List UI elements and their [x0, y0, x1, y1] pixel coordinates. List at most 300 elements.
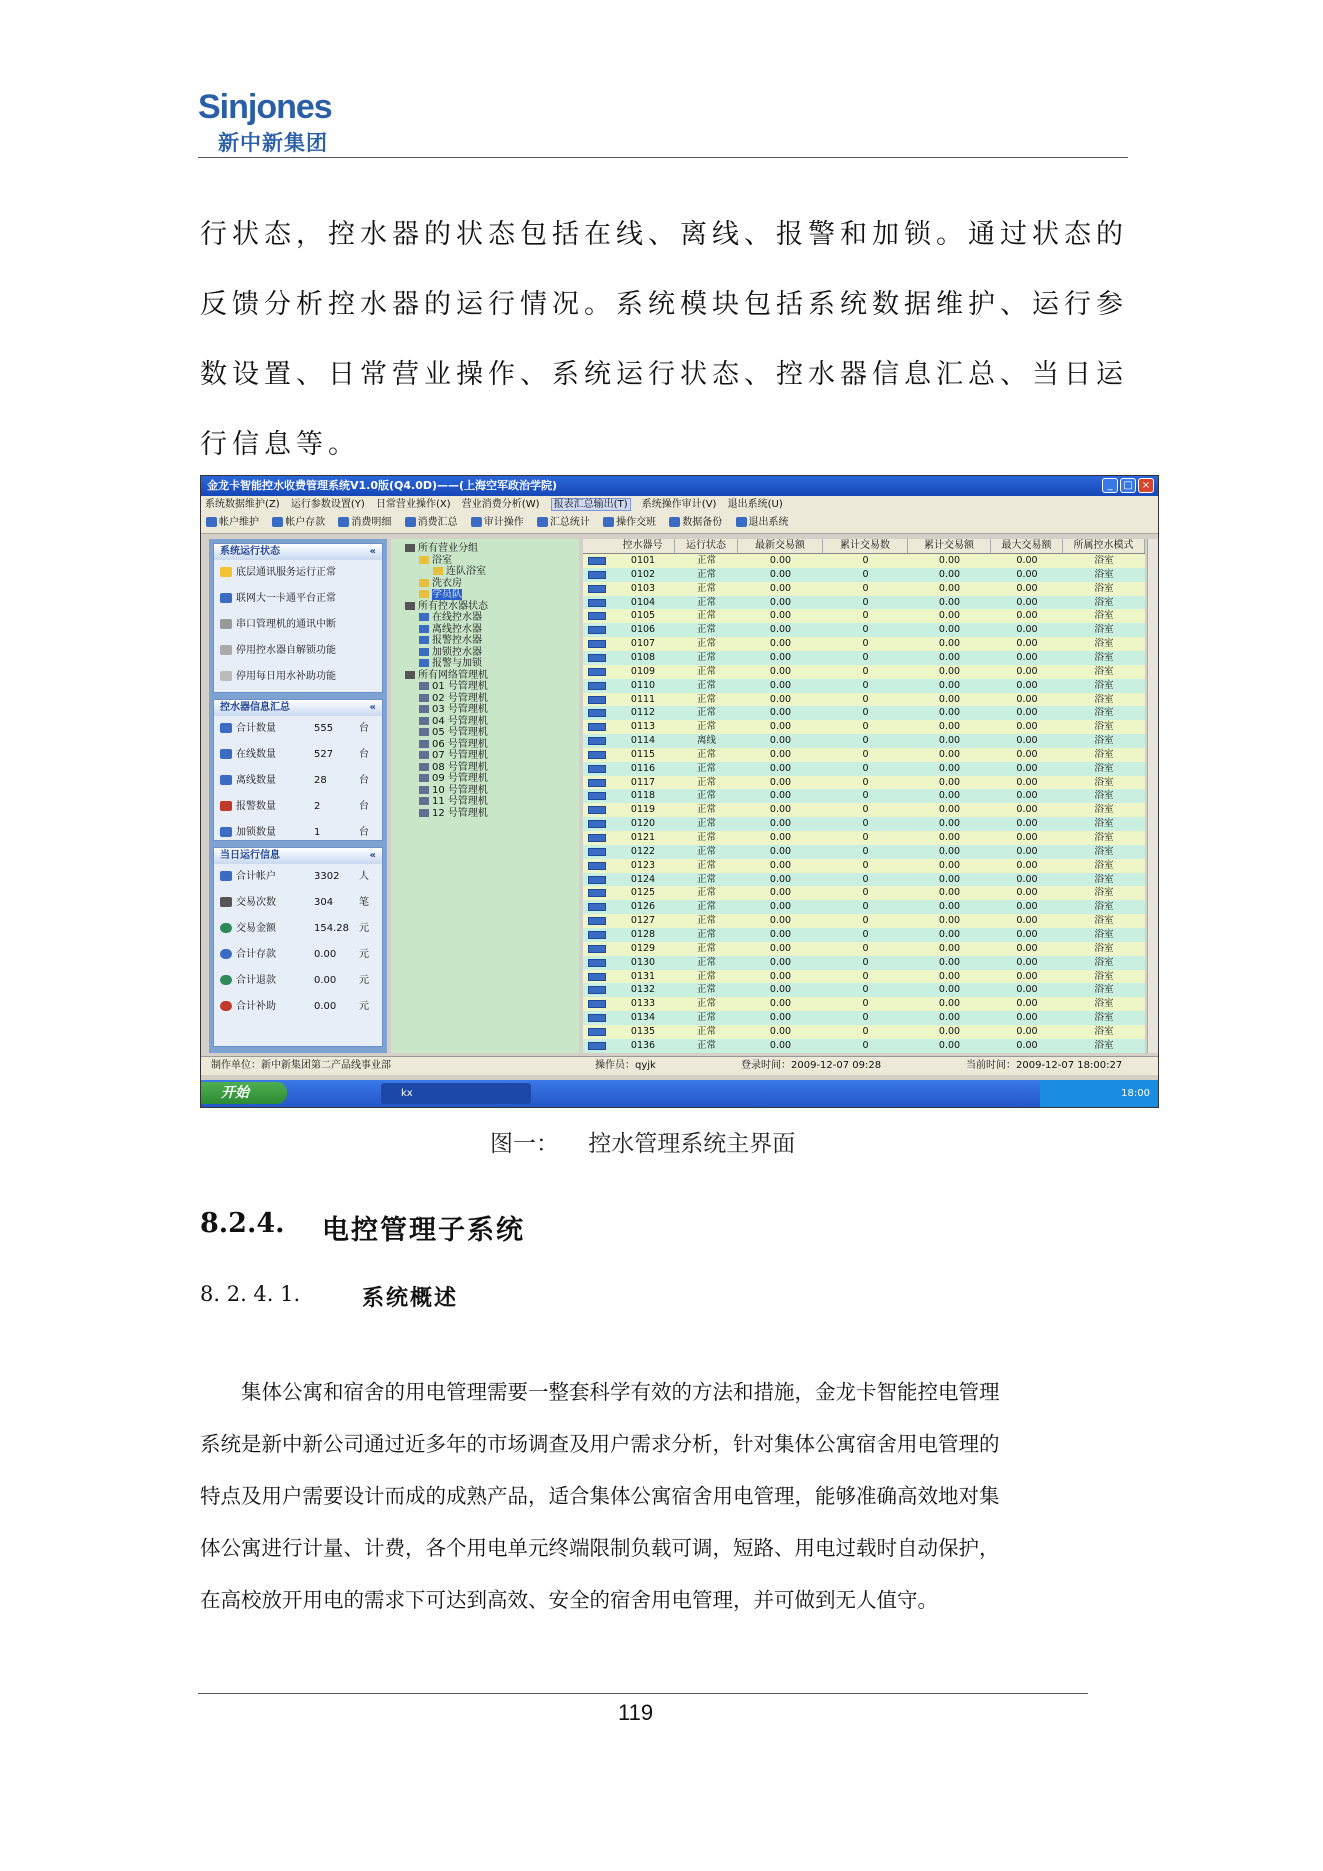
grid-cell: 浴室 [1094, 804, 1114, 816]
folder-icon [419, 556, 429, 564]
grid-cell: 0 [862, 1039, 869, 1051]
grid-cell: 0.00 [1016, 942, 1038, 954]
grid-cell: 0 [862, 748, 869, 760]
grid-cell: 浴室 [1094, 942, 1114, 954]
meter-icon [588, 585, 606, 593]
table-row[interactable] [583, 693, 1145, 707]
toolbar-button[interactable]: 消费汇总 [405, 517, 458, 528]
minimize-button[interactable]: _ [1102, 478, 1118, 493]
table-row[interactable] [583, 596, 1145, 610]
grid-cell: 0.00 [769, 721, 792, 733]
grid-cell: 0104 [630, 596, 656, 608]
menu-item[interactable]: 退出系统(U) [727, 499, 783, 510]
tree-node[interactable]: 洗衣房 [419, 578, 462, 590]
network-icon [220, 593, 232, 603]
grid-cell: 浴室 [1094, 873, 1114, 885]
meter-icon [588, 848, 606, 856]
grid-cell: 0.00 [1016, 665, 1038, 677]
subsidy-icon [220, 671, 232, 681]
computer-icon [419, 682, 429, 690]
table-row[interactable] [583, 817, 1145, 831]
folder-icon [419, 625, 429, 633]
grid-cell: 0.00 [769, 915, 792, 927]
grid-cell: 0.00 [1016, 610, 1038, 622]
grid-cell: 浴室 [1094, 638, 1114, 650]
tree-node[interactable]: 05 号管理机 [419, 727, 488, 739]
table-row[interactable] [583, 776, 1145, 790]
grid-cell: 0.00 [938, 596, 961, 608]
tree-node[interactable]: 09 号管理机 [419, 773, 488, 785]
folder-icon [419, 648, 429, 656]
meter-summary-header[interactable] [214, 700, 382, 716]
grid-cell: 0 [862, 859, 869, 871]
menu-item[interactable]: 日常营业操作(X) [375, 499, 451, 510]
grid-cell: 0.00 [938, 748, 961, 760]
table-row[interactable] [583, 1011, 1145, 1025]
grid-cell: 浴室 [1094, 790, 1114, 802]
meter-icon [588, 723, 606, 731]
grid-cell: 0.00 [1016, 1025, 1038, 1037]
grid-column-header[interactable]: 运行状态 [675, 539, 738, 553]
grid-cell: 0.00 [1016, 762, 1038, 774]
grid-cell: 0 [862, 665, 869, 677]
computer-icon [419, 740, 429, 748]
summary-row: 报警数量 2 台 [214, 794, 382, 820]
menu-item[interactable]: 系统操作审计(V) [641, 499, 717, 510]
grid-cell: 0 [862, 804, 869, 816]
table-row[interactable] [583, 803, 1145, 817]
tree-node[interactable]: 所有营业分组 [405, 543, 478, 555]
summary-row: 合计数量 555 台 [214, 716, 382, 742]
grid-cell: 0 [862, 624, 869, 636]
meter-icon [588, 792, 606, 800]
table-row[interactable] [583, 845, 1145, 859]
grid-cell: 0114 [630, 735, 656, 747]
folder-icon [433, 567, 443, 575]
section-heading [200, 1208, 525, 1246]
tree-node[interactable]: 连队浴室 [433, 566, 486, 578]
grid-cell: 0.00 [938, 762, 961, 774]
tree-node[interactable]: 加锁控水器 [419, 647, 482, 659]
grid-cell: 0.00 [769, 568, 792, 580]
tree-node[interactable]: 离线控水器 [419, 624, 482, 636]
grid-cell: 0.00 [769, 887, 792, 899]
grid-cell: 0 [862, 887, 869, 899]
toolbar-button[interactable]: 审计操作 [471, 517, 524, 528]
figure-caption: 图一： 控水管理系统主界面 [490, 1131, 796, 1157]
menu-bar [201, 496, 1158, 513]
table-row[interactable] [583, 665, 1145, 679]
grid-cell: 浴室 [1094, 610, 1114, 622]
grid-cell: 0.00 [938, 901, 961, 913]
status-item: 停用控水器自解锁功能 [214, 638, 382, 664]
grid-cell: 浴室 [1094, 665, 1114, 677]
computer-icon [419, 751, 429, 759]
grid-cell: 0.00 [1016, 1039, 1038, 1051]
meter-icon [220, 723, 232, 733]
table-row[interactable] [583, 983, 1145, 997]
grid-cell: 0.00 [769, 1039, 792, 1051]
menu-item[interactable]: 运行参数设置(Y) [290, 499, 365, 510]
meter-icon [588, 599, 606, 607]
grid-cell: 0 [862, 762, 869, 774]
grid-cell: 0.00 [1016, 1012, 1038, 1024]
table-row[interactable] [583, 554, 1145, 568]
details-icon [338, 517, 349, 527]
grid-cell: 0 [862, 942, 869, 954]
collapse-icon[interactable]: « [369, 702, 376, 713]
folder-icon [419, 613, 429, 621]
folder-icon [419, 659, 429, 667]
header-rule [198, 157, 1128, 158]
toolbar-button[interactable]: 帐户存款 [272, 517, 325, 528]
tree-node[interactable]: 01 号管理机 [419, 681, 488, 693]
grid-cell: 浴室 [1094, 845, 1114, 857]
maker-label: 制作单位：新中新集团第二产品线事业部 [211, 1060, 391, 1071]
grid-column-header[interactable]: 控水器号 [611, 539, 675, 553]
grid-cell: 0.00 [938, 818, 961, 830]
tree-node[interactable]: 03 号管理机 [419, 704, 488, 716]
table-row[interactable] [583, 679, 1145, 693]
table-row[interactable] [583, 859, 1145, 873]
table-row[interactable] [583, 928, 1145, 942]
toolbar-button[interactable]: 退出系统 [736, 517, 789, 528]
meter-icon [588, 626, 606, 634]
grid-cell: 0 [862, 1025, 869, 1037]
grid-cell: 正常 [696, 679, 716, 691]
lock-icon [220, 827, 232, 837]
computer-icon [419, 797, 429, 805]
grid-column-header[interactable]: 最新交易额 [738, 539, 823, 553]
table-row[interactable] [583, 734, 1145, 748]
table-row[interactable] [583, 914, 1145, 928]
grid-cell: 浴室 [1094, 970, 1114, 982]
grid-cell: 正常 [696, 873, 716, 885]
grid-column-header[interactable]: 所属控水模式 [1063, 539, 1145, 553]
daily-info-header[interactable] [214, 848, 382, 864]
grid-cell: 0127 [630, 915, 656, 927]
grid-cell: 0 [862, 901, 869, 913]
subsidy-icon [220, 1001, 232, 1011]
tree-node[interactable]: 学员队 [419, 589, 462, 601]
table-row[interactable] [583, 720, 1145, 734]
grid-cell: 浴室 [1094, 928, 1114, 940]
tree-node[interactable]: 07 号管理机 [419, 750, 488, 762]
grid-cell: 0.00 [938, 568, 961, 580]
grid-cell: 正常 [696, 832, 716, 843]
table-row[interactable] [583, 582, 1145, 596]
grid-cell: 0115 [630, 748, 656, 760]
grid-cell: 0.00 [769, 596, 792, 608]
meter-icon [588, 751, 606, 759]
deposit-icon [220, 949, 232, 959]
table-row[interactable] [583, 942, 1145, 956]
grid-cell: 0.00 [1016, 970, 1038, 982]
grid-cell: 正常 [696, 1025, 716, 1037]
grid-cell: 浴室 [1094, 735, 1114, 747]
folder-icon [419, 590, 429, 598]
grid-cell: 0.00 [938, 651, 961, 663]
meter-icon [588, 668, 606, 676]
computer-icon [419, 694, 429, 702]
table-row[interactable] [583, 706, 1145, 720]
grid-cell: 0 [862, 638, 869, 650]
table-row[interactable] [583, 762, 1145, 776]
tree-node[interactable]: 所有网络管理机 [405, 670, 488, 682]
tree-node[interactable]: 12 号管理机 [419, 808, 488, 820]
meter-icon [588, 737, 606, 745]
table-row[interactable] [583, 873, 1145, 887]
grid-cell: 正常 [696, 568, 716, 580]
grid-scrollbar[interactable] [1147, 539, 1159, 1053]
grid-cell: 正常 [696, 859, 716, 871]
grid-cell: 0 [862, 790, 869, 802]
grid-cell: 0.00 [769, 693, 792, 705]
grid-column-header[interactable]: 累计交易数 [823, 539, 908, 553]
tree-node[interactable]: 04 号管理机 [419, 716, 488, 728]
meter-icon [588, 654, 606, 662]
computer-icon [419, 728, 429, 736]
grid-cell: 0118 [630, 790, 656, 802]
grid-cell: 正常 [696, 1039, 716, 1051]
grid-cell: 0106 [630, 624, 656, 636]
tree-node[interactable]: 浴室 [419, 555, 452, 567]
grid-cell: 0.00 [1016, 804, 1038, 816]
grid-cell: 0116 [630, 762, 656, 774]
grid-cell: 离线 [696, 735, 716, 747]
grid-column-header[interactable]: 累计交易额 [908, 539, 991, 553]
grid-cell: 0.00 [1016, 887, 1038, 899]
grid-column-header[interactable]: 最大交易额 [991, 539, 1063, 553]
table-row[interactable] [583, 748, 1145, 762]
table-row[interactable] [583, 831, 1145, 845]
grid-cell: 0.00 [1016, 693, 1038, 705]
grid-cell: 0.00 [769, 859, 792, 871]
table-row[interactable] [583, 1039, 1145, 1053]
statistics-icon [537, 517, 548, 527]
table-row[interactable] [583, 609, 1145, 623]
grid-cell: 0.00 [1016, 651, 1038, 663]
meter-icon [588, 1028, 606, 1036]
meter-icon [588, 945, 606, 953]
grid-cell: 0.00 [938, 679, 961, 691]
toolbar-button[interactable]: 汇总统计 [537, 517, 590, 528]
grid-cell: 0.00 [938, 915, 961, 927]
summary-row: 离线数量 28 台 [214, 768, 382, 794]
meter-icon [588, 682, 606, 690]
meter-grid [583, 539, 1145, 1053]
status-item: 停用每日用水补助功能 [214, 664, 382, 690]
body-line: 体公寓进行计量、计费，各个用电单元终端限制负载可调，短路、用电过载时自动保护， [200, 1536, 1000, 1560]
grid-cell: 浴室 [1094, 998, 1114, 1010]
table-row[interactable] [583, 900, 1145, 914]
grid-cell: 0.00 [769, 610, 792, 622]
computer-icon [419, 717, 429, 725]
menu-item[interactable]: 营业消费分析(W) [461, 499, 540, 510]
tree-node[interactable]: 06 号管理机 [419, 739, 488, 751]
shift-icon [603, 517, 614, 527]
grid-cell: 0.00 [1016, 790, 1038, 802]
grid-cell: 正常 [696, 901, 716, 913]
grid-cell: 0120 [630, 818, 656, 830]
meter-icon [588, 959, 606, 967]
page-number: 119 [618, 1700, 654, 1725]
menu-item[interactable]: 系统数据维护(Z) [205, 499, 280, 510]
grid-cell: 0109 [630, 665, 656, 677]
toolbar-button[interactable]: 帐户维护 [206, 517, 259, 528]
grid-cell: 0.00 [1016, 707, 1038, 719]
tree-node[interactable]: 08 号管理机 [419, 762, 488, 774]
tree-node[interactable]: 报警与加锁 [419, 658, 482, 670]
table-row[interactable] [583, 637, 1145, 651]
meter-summary-panel [213, 699, 383, 841]
body-line: 特点及用户需要设计而成的成熟产品，适合集体公寓宿舍用电管理，能够准确高效地对集 [200, 1484, 1000, 1508]
meter-icon [588, 862, 606, 870]
grid-cell: 0.00 [1016, 928, 1038, 940]
tree-node[interactable]: 02 号管理机 [419, 693, 488, 705]
summary-row: 加锁数量 1 台 [214, 820, 382, 846]
table-row[interactable] [583, 651, 1145, 665]
footer-rule [198, 1693, 1088, 1694]
app-screenshot [200, 475, 1159, 1108]
meter-icon [588, 779, 606, 787]
collapse-icon[interactable]: « [369, 546, 376, 557]
panel-title: 控水器信息汇总 [220, 702, 290, 713]
subsection-number: 8. 2. 4. 1. [200, 1282, 301, 1306]
grid-cell: 0.00 [1016, 735, 1038, 747]
grid-cell: 0107 [630, 638, 656, 650]
grid-cell: 正常 [696, 845, 716, 857]
toolbar-button[interactable]: 操作交班 [603, 517, 656, 528]
meter-icon [588, 834, 606, 842]
start-button[interactable]: 开始 [201, 1082, 287, 1104]
grid-cell: 0.00 [938, 1012, 961, 1024]
toolbar [201, 513, 1158, 534]
grid-cell: 0.00 [1016, 984, 1038, 996]
grid-cell: 正常 [696, 665, 716, 677]
meter-icon [588, 889, 606, 897]
meter-icon [588, 973, 606, 981]
grid-cell: 浴室 [1094, 651, 1114, 663]
table-row[interactable] [583, 970, 1145, 984]
grid-cell: 浴室 [1094, 887, 1114, 899]
panel-title: 当日运行信息 [220, 850, 280, 861]
tree-node[interactable]: 所有控水器状态 [405, 601, 488, 613]
grid-cell: 0108 [630, 651, 656, 663]
grid-cell: 0 [862, 707, 869, 719]
grid-cell: 0.00 [1016, 998, 1038, 1010]
grid-cell: 正常 [696, 804, 716, 816]
grid-cell: 0111 [630, 693, 656, 705]
maximize-button[interactable]: □ [1120, 478, 1136, 493]
tree-node[interactable]: 10 号管理机 [419, 785, 488, 797]
grid-cell: 0.00 [1016, 859, 1038, 871]
grid-cell: 0.00 [938, 873, 961, 885]
logo-english: Sinjones [198, 88, 332, 126]
system-status-header[interactable] [214, 544, 382, 560]
toolbar-button[interactable]: 消费明细 [338, 517, 391, 528]
table-row[interactable] [583, 997, 1145, 1011]
grid-cell: 0.00 [769, 845, 792, 857]
status-item: 串口管理机的通讯中断 [214, 612, 382, 638]
grid-cell: 正常 [696, 998, 716, 1010]
grid-cell: 0.00 [769, 998, 792, 1010]
folder-icon [419, 579, 429, 587]
tree-node[interactable]: 11 号管理机 [419, 796, 488, 808]
panel-title: 系统运行状态 [220, 546, 280, 557]
grid-cell: 浴室 [1094, 721, 1114, 733]
computer-icon [419, 763, 429, 771]
grid-cell: 正常 [696, 984, 716, 996]
table-row[interactable] [583, 568, 1145, 582]
grid-cell: 0.00 [938, 984, 961, 996]
table-row[interactable] [583, 886, 1145, 900]
grid-cell: 0.00 [938, 790, 961, 802]
refund-icon [220, 975, 232, 985]
grid-cell: 0.00 [938, 956, 961, 968]
grid-cell: 0 [862, 596, 869, 608]
grid-cell: 0.00 [769, 790, 792, 802]
grid-cell: 0.00 [1016, 832, 1038, 843]
meter-icon [588, 571, 606, 579]
collapse-icon[interactable]: « [369, 850, 376, 861]
root-node-icon [405, 671, 415, 679]
grid-cell: 0.00 [769, 582, 792, 594]
grid-cell: 浴室 [1094, 679, 1114, 691]
account-icon [220, 871, 232, 881]
grid-cell: 0.00 [769, 804, 792, 816]
table-row[interactable] [583, 789, 1145, 803]
grid-cell: 浴室 [1094, 568, 1114, 580]
taskbar [201, 1080, 1158, 1107]
toolbar-button[interactable]: 数据备份 [669, 517, 722, 528]
system-tray-clock: 18:00 [1040, 1080, 1158, 1107]
tree-node[interactable]: 在线控水器 [419, 612, 482, 624]
meter-icon [220, 775, 232, 785]
grid-cell: 0 [862, 735, 869, 747]
computer-icon [419, 705, 429, 713]
grid-cell: 正常 [696, 790, 716, 802]
grid-cell: 0.00 [769, 901, 792, 913]
left-panel [209, 539, 387, 1053]
grid-cell: 0.00 [769, 873, 792, 885]
grid-cell: 0125 [630, 887, 656, 899]
grid-cell: 正常 [696, 776, 716, 788]
grid-cell: 0101 [630, 555, 656, 566]
grid-cell: 0122 [630, 845, 656, 857]
grid-cell: 0 [862, 582, 869, 594]
section-number: 8.2.4. [200, 1208, 285, 1239]
close-button[interactable]: × [1138, 478, 1154, 493]
table-row[interactable] [583, 623, 1145, 637]
root-node-icon [405, 602, 415, 610]
grid-cell: 浴室 [1094, 624, 1114, 636]
table-row[interactable] [583, 1025, 1145, 1039]
grid-cell: 0 [862, 915, 869, 927]
grid-cell: 0134 [630, 1012, 656, 1024]
taskbar-app[interactable]: kx [381, 1083, 531, 1104]
table-row[interactable] [583, 956, 1145, 970]
menu-item-active[interactable]: 报表汇总输出(T) [551, 498, 631, 511]
grid-cell: 0.00 [1016, 555, 1038, 566]
daily-row: 交易次数 304 笔 [214, 890, 382, 916]
tree-node[interactable]: 报警控水器 [419, 635, 482, 647]
logo-chinese: 新中新集团 [218, 131, 328, 155]
grid-cell: 浴室 [1094, 776, 1114, 788]
daily-row: 合计存款 0.00 元 [214, 942, 382, 968]
grid-cell: 0123 [630, 859, 656, 871]
grid-cell: 0102 [630, 568, 656, 580]
